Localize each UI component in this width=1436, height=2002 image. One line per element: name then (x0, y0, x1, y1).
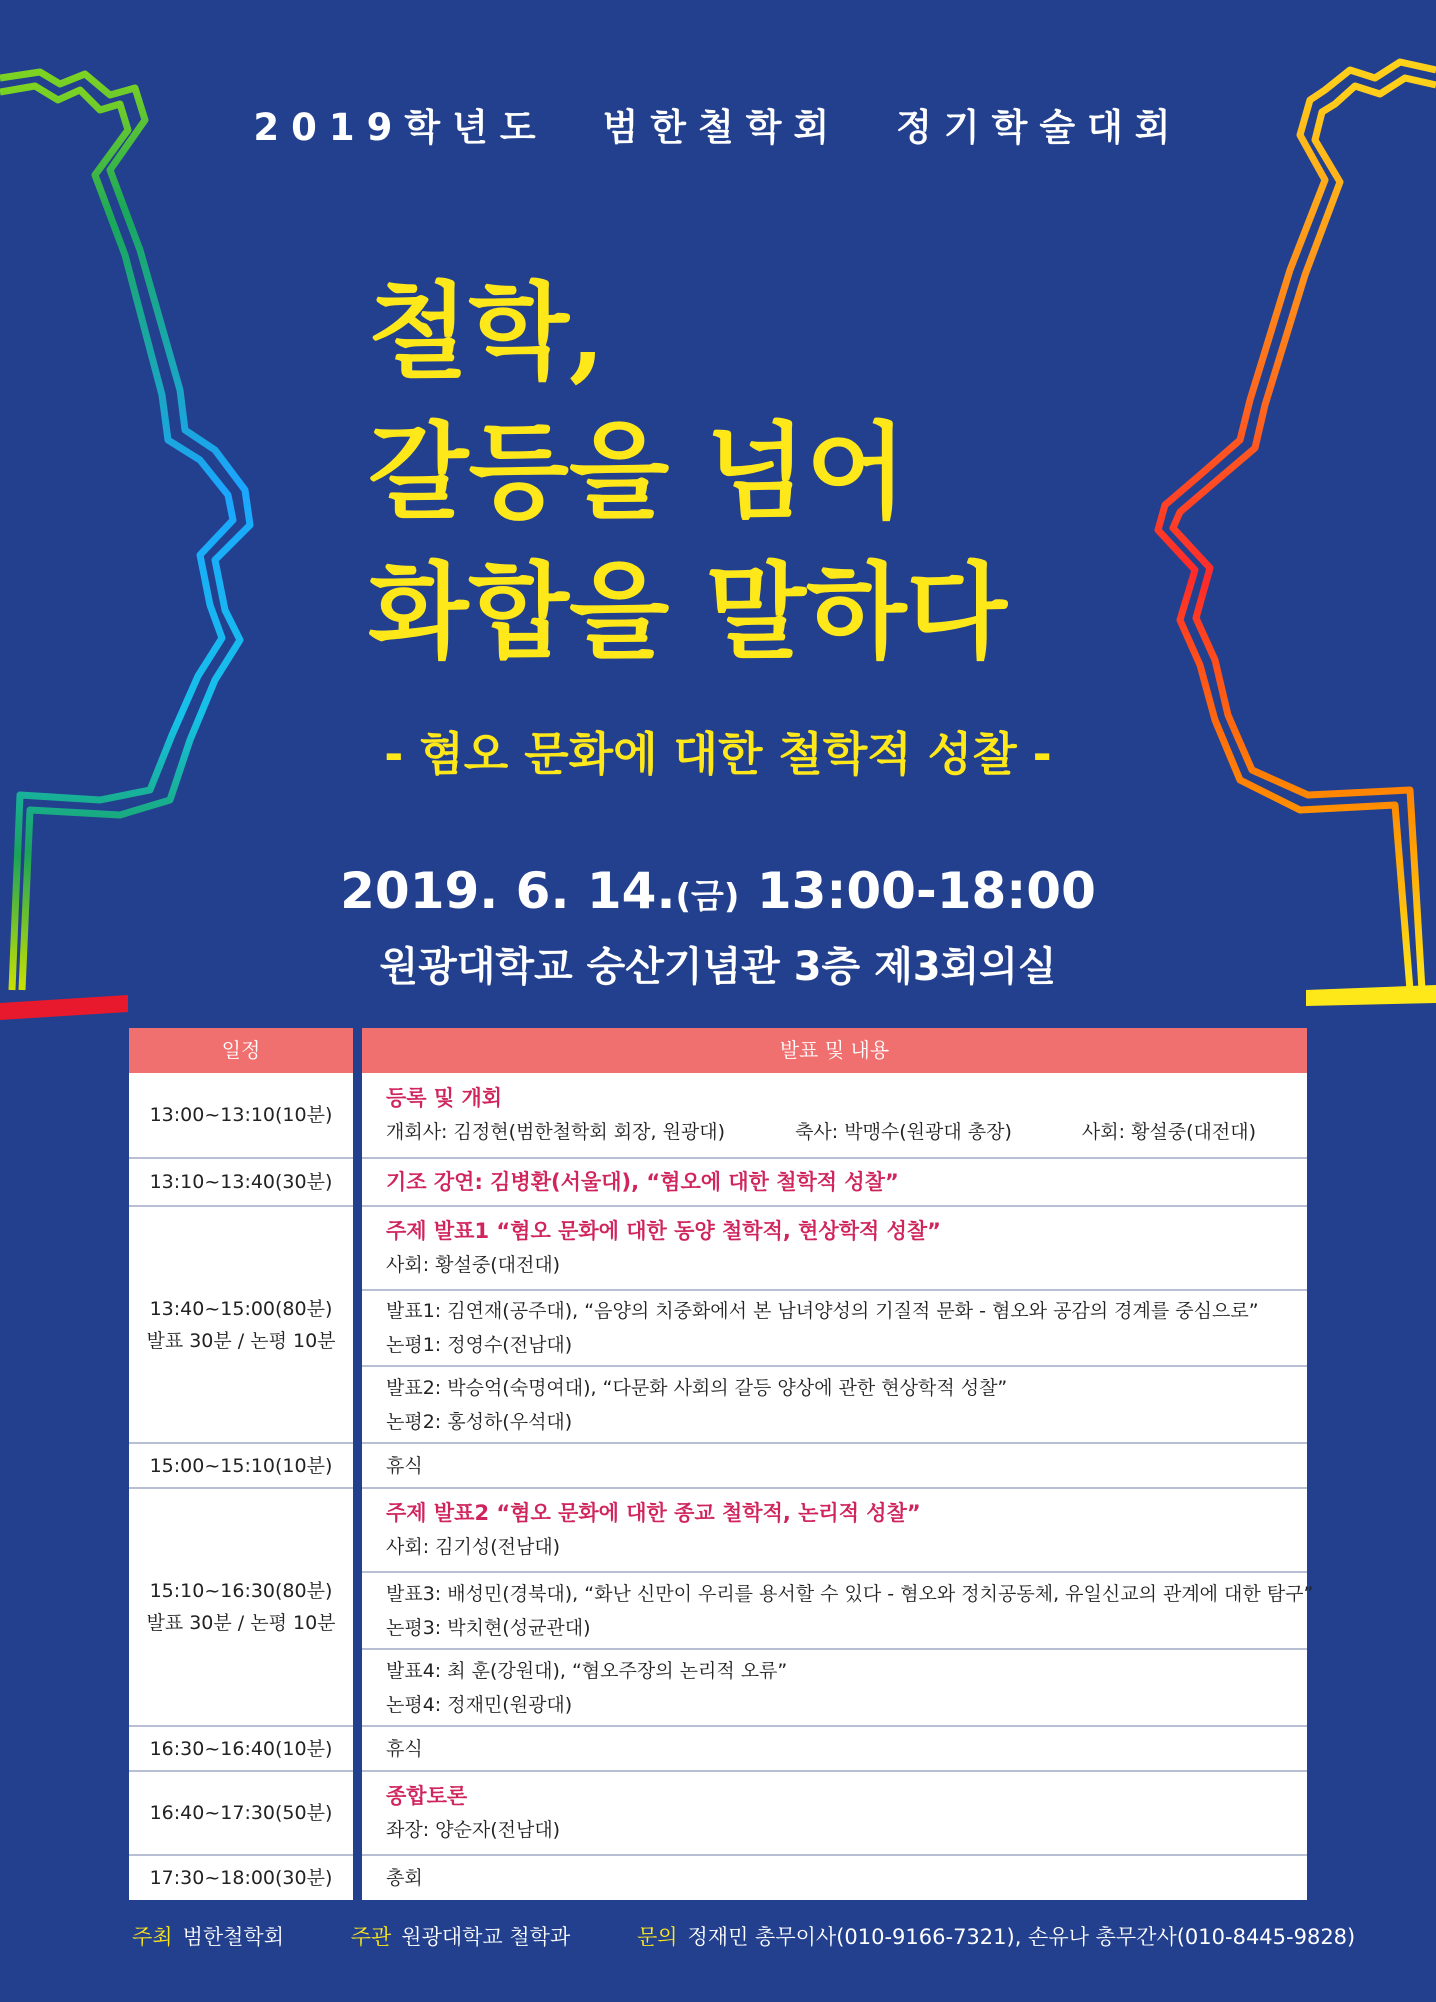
contact-value: 정재민 총무이사(010-9166-7321), 손유나 총무간사(010-8445-9828) (687, 1925, 1356, 1949)
content-column (362, 1073, 1314, 1900)
time-cell: 15:10~16:30(80분) 발표 30분 / 논평 10분 (129, 1487, 353, 1725)
content-cell (362, 1157, 1307, 1205)
red-accent-bar-left (0, 995, 128, 1020)
date-time: 13:00-18:00 (756, 862, 1096, 920)
contact-label: 문의 (636, 1925, 678, 1949)
time-cell: 16:40~17:30(50분) (129, 1770, 353, 1854)
content-cell: 주제 발표2 “혐오 문화에 대한 종교 철학적, 논리적 성찰” 사회: 김기성(전남대) (362, 1487, 1307, 1571)
content-cell: 발표1: 김연재(공주대), “음양의 치중화에서 본 남녀양성의 기질적 문화 - 혐오와 공감의 경계를 중심으로” 논평1: 정영수(전남대) (362, 1289, 1307, 1365)
content-cell: 발표4: 최 훈(강원대), “혐오주장의 논리적 오류” 논평4: 정재민(원광대) (362, 1648, 1307, 1725)
session-title: 주제 발표2 “혐오 문화에 대한 종교 철학적, 논리적 성찰” (386, 1501, 921, 1525)
session-title: 종합토론 (386, 1784, 468, 1808)
time-cell: 17:30~18:00(30분) (129, 1854, 353, 1900)
session-title: 등록 및 개회 (386, 1086, 503, 1110)
content-cell: 총회 (362, 1854, 1307, 1900)
schedule-table (129, 1028, 1314, 1900)
subtitle: - 혐오 문화에 대한 철학적 성찰 - (384, 727, 1052, 781)
host-value: 범한철학회 (182, 1925, 285, 1949)
schedule-header-time: 일정 (129, 1028, 353, 1073)
event-venue: 원광대학교 숭산기념관 3층 제3회의실 (379, 944, 1057, 990)
date-main: 2019. 6. 14. (340, 862, 676, 920)
footer-info (132, 1921, 1355, 1951)
title-line: 갈등을 넘어 (368, 410, 907, 533)
time-cell: 13:10~13:40(30분) (129, 1157, 353, 1205)
time-cell: 15:00~15:10(10분) (129, 1442, 353, 1487)
time-cell: 16:30~16:40(10분) (129, 1725, 353, 1770)
content-cell: 등록 및 개회 개회사: 김정현(범한철학회 회장, 원광대) 축사: 박맹수(원광대 총장) 사회: 황설중(대전대) (362, 1073, 1307, 1157)
title-line: 화합을 말하다 (368, 550, 1007, 673)
time-cell: 13:40~15:00(80분) 발표 30분 / 논평 10분 (129, 1205, 353, 1442)
organizer-value: 원광대학교 철학과 (401, 1925, 571, 1949)
event-header: 2019학년도 범한철학회 정기학술대회 (253, 106, 1183, 149)
event-date (0, 862, 1436, 920)
schedule-header-content: 발표 및 내용 (362, 1028, 1307, 1073)
time-cell: 13:00~13:10(10분) (149, 1104, 333, 1126)
date-day: (금) (675, 877, 740, 917)
organizer-label: 주관 (350, 1925, 392, 1949)
content-cell: 휴식 (362, 1725, 1307, 1770)
session-title: 기조 강연: 김병환(서울대), “혐오에 대한 철학적 성찰” (386, 1170, 899, 1194)
host-label: 주최 (132, 1925, 173, 1949)
content-cell: 발표2: 박승억(숙명여대), “다문화 사회의 갈등 양상에 관한 현상학적 성찰” 논평2: 홍성하(우석대) (362, 1365, 1307, 1442)
content-cell: 휴식 (362, 1442, 1307, 1487)
content-cell: 주제 발표1 “혐오 문화에 대한 동양 철학적, 현상학적 성찰” 사회: 황설중(대전대) (362, 1205, 1307, 1289)
main-title (368, 262, 1007, 682)
session-title: 주제 발표1 “혐오 문화에 대한 동양 철학적, 현상학적 성찰” (386, 1219, 941, 1243)
content-cell: 발표3: 배성민(경북대), “화난 신만이 우리를 용서할 수 있다 - 혐오와 정치공동체, 유일신교의 관계에 대한 탐구” 논평3: 박치현(성균관대) (362, 1571, 1307, 1648)
title-line: 철학, (368, 270, 606, 393)
time-column (129, 1073, 353, 1900)
content-cell: 종합토론 좌장: 양순자(전남대) (362, 1770, 1307, 1854)
